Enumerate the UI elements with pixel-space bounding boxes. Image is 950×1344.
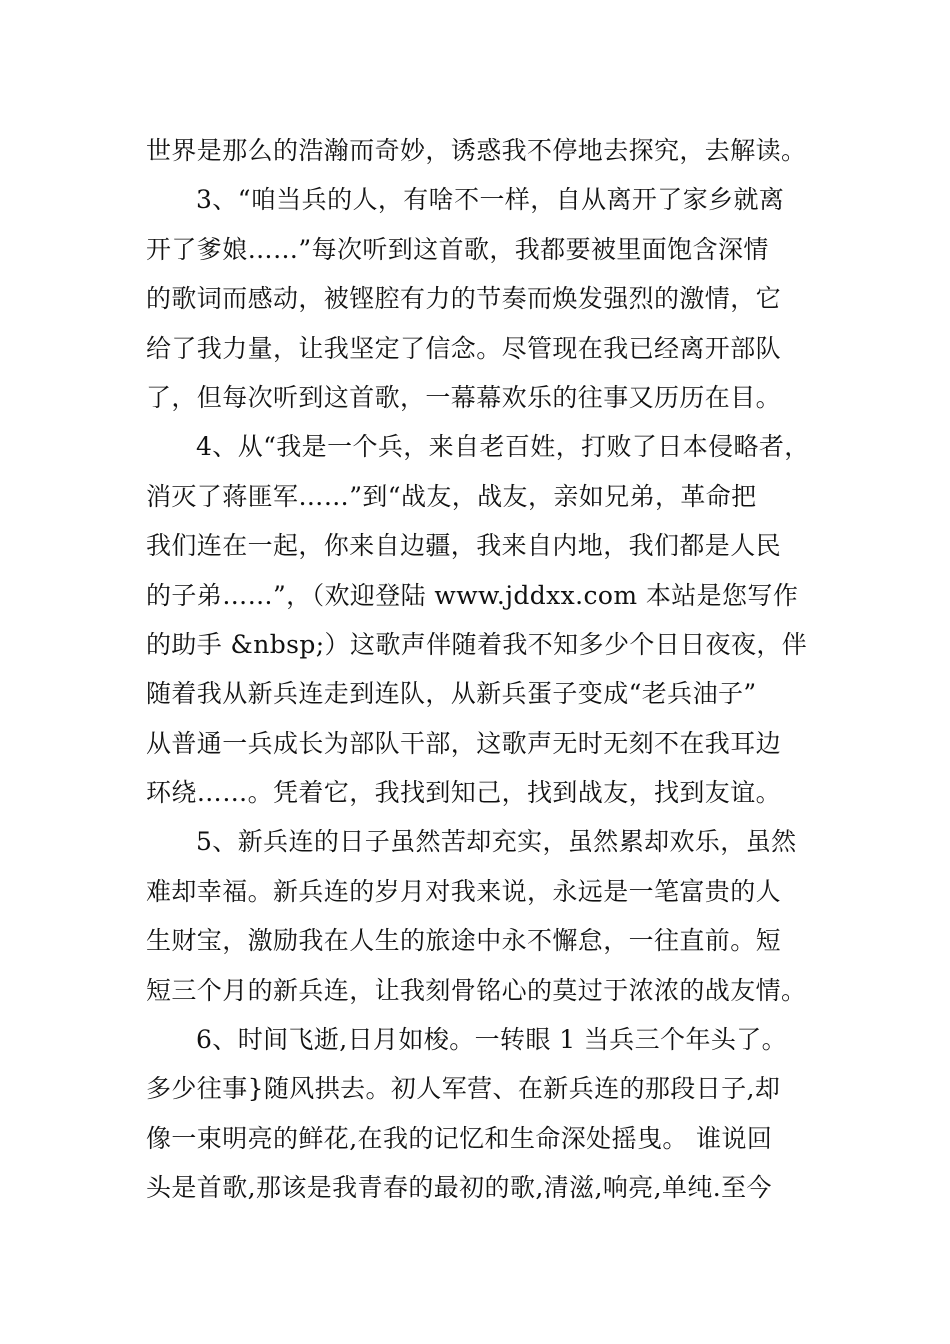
text-line: 环绕……。凭着它，我找到知己，找到战友，找到友谊。 (146, 778, 782, 808)
text-line: 的子弟……”，（欢迎登陆 www.jddxx.com 本站是您写作 (146, 580, 799, 610)
text-line: 多少往事}随风拱去。初人军营、在新兵连的那段日子,却 (146, 1074, 781, 1104)
text-line: 我们连在一起，你来自边疆，我来自内地，我们都是人民 (146, 531, 782, 561)
text-line: 了，但每次听到这首歌，一幕幕欢乐的往事又历历在目。 (146, 382, 782, 412)
text-line: 随着我从新兵连走到连队，从新兵蛋子变成“老兵油子” (146, 679, 757, 709)
text-line: 像一束明亮的鲜花,在我的记忆和生命深处摇曳。 谁说回 (146, 1123, 773, 1153)
text-line: 生财宝，激励我在人生的旅途中永不懈怠，一往直前。短 (146, 926, 782, 956)
text-line: 的助手 &nbsp;）这歌声伴随着我不知多少个日日夜夜，伴 (146, 629, 808, 659)
text-line: 4、从“我是一个兵，来自老百姓，打败了日本侵略者， (196, 432, 810, 462)
text-line: 的歌词而感动，被铿腔有力的节奏而焕发强烈的激情，它 (146, 284, 782, 314)
document-body (146, 126, 846, 1213)
text-line: 开了爹娘……”每次听到这首歌，我都要被里面饱含深情 (146, 234, 769, 264)
text-line: 消灭了蒋匪军……”到“战友，战友，亲如兄弟，革命把 (146, 481, 757, 511)
text-line: 世界是那么的浩瀚而奇妙，诱惑我不停地去探究，去解读。 (146, 136, 807, 165)
text-line: 难却幸福。新兵连的岁月对我来说，永远是一笔富贵的人 (146, 876, 782, 906)
text-line: 从普通一兵成长为部队干部，这歌声无时无刻不在我耳边 (146, 728, 782, 758)
text-line: 5、新兵连的日子虽然苦却充实，虽然累却欢乐，虽然 (196, 827, 797, 857)
text-line: 给了我力量，让我坚定了信念。尽管现在我已经离开部队 (146, 333, 782, 363)
text-line: 短三个月的新兵连，让我刻骨铭心的莫过于浓浓的战友情。 (146, 975, 807, 1005)
text-line: 头是首歌,那该是我青春的最初的歌,清滋,响亮,单纯.至今 (146, 1173, 772, 1203)
text-line: 6、时间飞逝,日月如梭。一转眼 1 当兵三个年头了。 (196, 1025, 788, 1055)
text-line: 3、“咱当兵的人，有啥不一样，自从离开了家乡就离 (196, 185, 785, 215)
